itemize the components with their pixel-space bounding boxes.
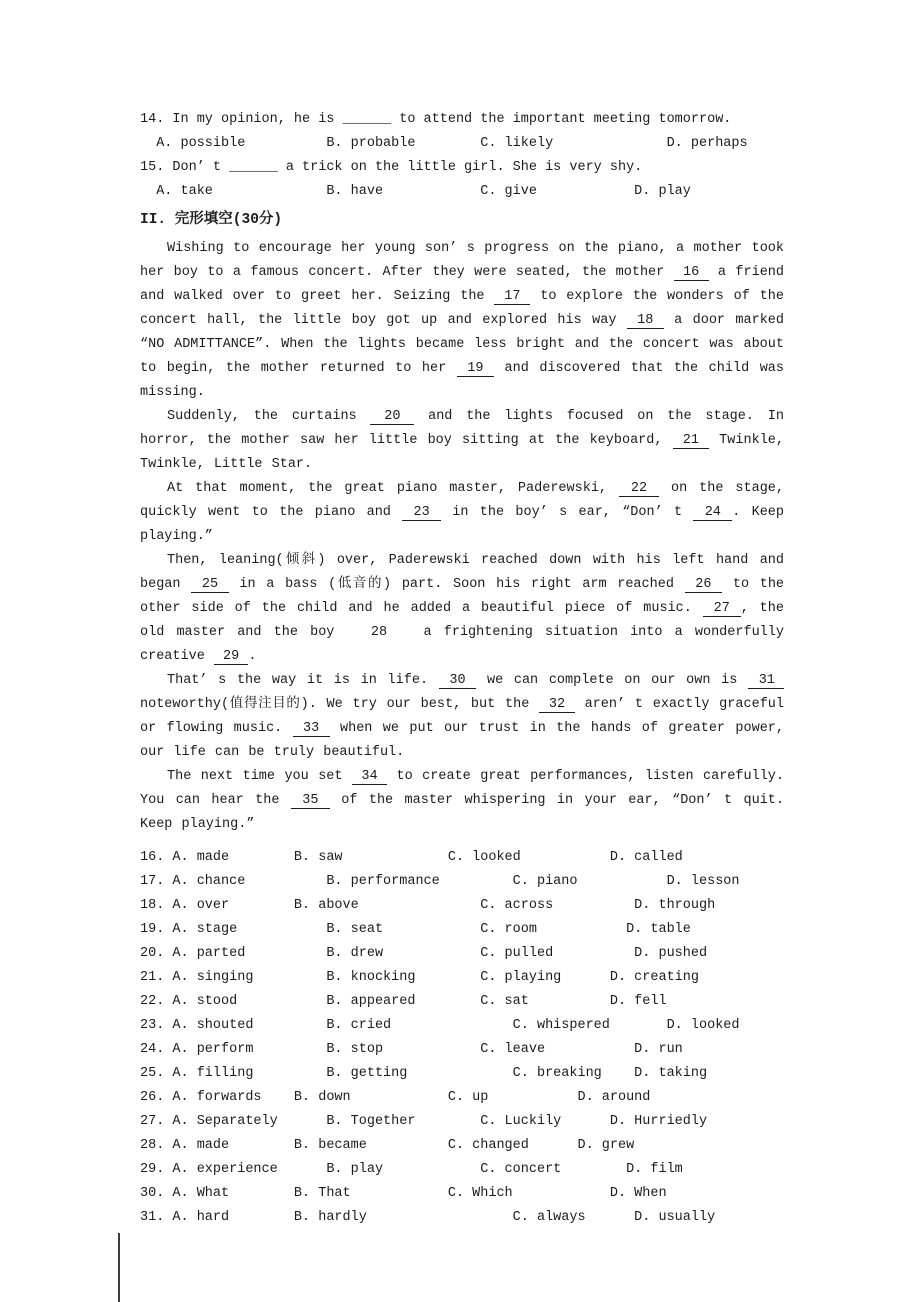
- question-14: 14. In my opinion, he is ______ to attend the important meeting tomorrow.: [140, 112, 732, 127]
- question-15: 15. Don’ t ______ a trick on the little girl. She is very shy.: [140, 160, 643, 175]
- passage-paragraph: Suddenly, the curtains 20 and the lights focused on the stage. In horror, the mother saw her little boy sitting at the keyboard, 21 Twinkle, Twinkle, Little Star.: [140, 409, 784, 472]
- cloze-blank-31: 31: [748, 673, 785, 688]
- cloze-passage: [140, 237, 784, 837]
- cloze-blank-34: 34: [351, 769, 388, 784]
- cloze-option-row-25: 25. A. filling B. getting C. breaking D. taking: [140, 1066, 708, 1081]
- passage-paragraph: That’ s the way it is in life. 30 we can complete on our own is 31 noteworthy(值得注目的). We try our best, but the 32 aren’ t exactly graceful or flowing music. 33 when we put our trust in the hands of greater power, our life can be truly beautiful.: [140, 673, 785, 760]
- cloze-blank-18: 18: [626, 313, 664, 328]
- cloze-option-row-31: 31. A. hard B. hardly C. always D. usually: [140, 1210, 716, 1225]
- cloze-blank-32: 32: [539, 697, 575, 712]
- cloze-option-row-27: 27. A. Separately B. Together C. Luckily D. Hurriedly: [140, 1114, 708, 1129]
- question-15-options: A. take B. have C. give D. play: [140, 184, 691, 199]
- cloze-blank-25: 25: [191, 577, 229, 592]
- cloze-option-row-30: 30. A. What B. That C. Which D. When: [140, 1186, 667, 1201]
- passage-paragraph: At that moment, the great piano master, Paderewski, 22 on the stage, quickly went to the piano and 23 in the boy’ s ear, “Don’ t 24 . Keep playing.”: [140, 481, 785, 544]
- cloze-blank-22: 22: [618, 481, 660, 496]
- section-title-cloze: II. 完形填空(30分): [140, 212, 283, 228]
- cloze-blank-21: 21: [672, 433, 710, 448]
- cloze-option-row-28: 28. A. made B. became C. changed D. grew: [140, 1138, 635, 1153]
- passage-paragraph: Then, leaning(倾斜) over, Paderewski reached down with his left hand and began 25 in a bass (低音的) part. Soon his right arm reached 26 to the other side of the child and he added a beautiful piece of music. 27 , the old master and the boy 28 a frightening situation into a wonderfully creative 29 .: [140, 553, 785, 664]
- cloze-blank-27: 27: [702, 601, 741, 616]
- question-14-options: A. possible B. probable C. likely D. perhaps: [140, 136, 748, 151]
- cloze-blank-17: 17: [494, 289, 531, 304]
- cloze-option-row-29: 29. A. experience B. play C. concert D. film: [140, 1162, 683, 1177]
- passage-paragraph: The next time you set 34 to create great performances, listen carefully. You can hear the 35 of the master whispering in your ear, “Don’ t quit. Keep playing.”: [140, 769, 785, 832]
- cloze-option-row-17: 17. A. chance B. performance C. piano D. lesson: [140, 874, 740, 889]
- cloze-blank-29: 29: [213, 649, 249, 664]
- page-edge-artifact: [118, 1233, 120, 1302]
- cloze-option-row-20: 20. A. parted B. drew C. pulled D. pushed: [140, 946, 708, 961]
- cloze-option-row-24: 24. A. perform B. stop C. leave D. run: [140, 1042, 683, 1057]
- cloze-option-row-19: 19. A. stage B. seat C. room D. table: [140, 922, 691, 937]
- cloze-option-row-26: 26. A. forwards B. down C. up D. around: [140, 1090, 651, 1105]
- cloze-option-row-23: 23. A. shouted B. cried C. whispered D. looked: [140, 1018, 740, 1033]
- cloze-gap-28: 28: [346, 625, 412, 640]
- cloze-blank-26: 26: [684, 577, 723, 592]
- cloze-blank-33: 33: [292, 721, 330, 736]
- cloze-blank-35: 35: [290, 793, 330, 808]
- cloze-blank-23: 23: [402, 505, 442, 520]
- passage-paragraph: Wishing to encourage her young son’ s progress on the piano, a mother took her boy to a famous concert. After they were seated, the mother 16 a friend and walked over to greet her. Seizing the 17 to explore the wonders of the concert hall, the little boy got up and explored his way 18 a door marked “NO ADMITTANCE”. When the lights became less bright and the concert was about to begin, the mother returned to her 19 and discovered that the child was missing.: [140, 241, 785, 400]
- cloze-blank-16: 16: [673, 265, 709, 280]
- cloze-option-row-22: 22. A. stood B. appeared C. sat D. fell: [140, 994, 667, 1009]
- cloze-option-row-16: 16. A. made B. saw C. looked D. called: [140, 850, 683, 865]
- cloze-blank-30: 30: [438, 673, 477, 688]
- exam-content: [140, 108, 784, 1230]
- cloze-option-row-21: 21. A. singing B. knocking C. playing D. creating: [140, 970, 699, 985]
- cloze-blank-19: 19: [456, 361, 494, 376]
- cloze-options: [140, 846, 784, 1230]
- cloze-blank-20: 20: [370, 409, 415, 424]
- cloze-option-row-18: 18. A. over B. above C. across D. through: [140, 898, 716, 913]
- cloze-blank-24: 24: [693, 505, 733, 520]
